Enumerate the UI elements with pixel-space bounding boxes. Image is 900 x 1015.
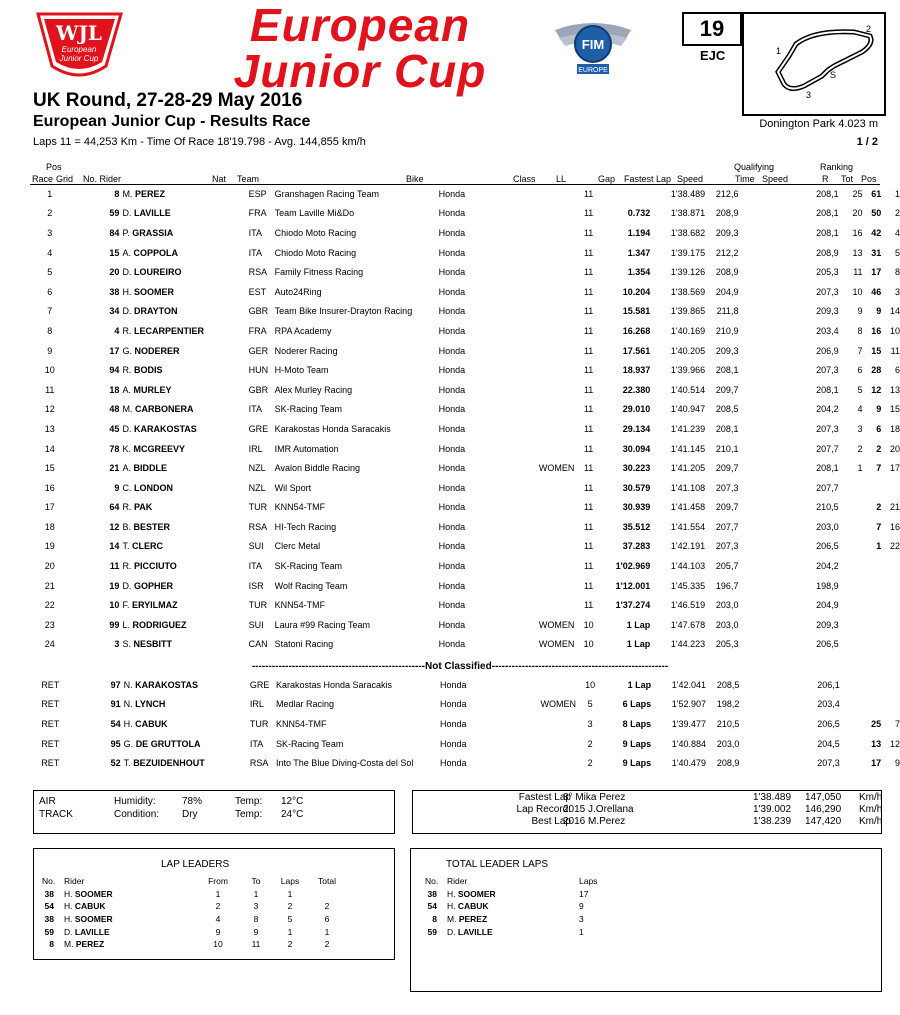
rider-name: G. NODERER xyxy=(122,345,180,356)
total-leader-row: 8 M. PEREZ 3 xyxy=(432,914,584,925)
result-row: 21 19 D. GOPHER ISR Wolf Racing Team Honda 11 1'12.001 1'45.335 196,7 198,9 xyxy=(30,576,900,596)
rider-name: N. LYNCH xyxy=(123,699,166,710)
result-row: 20 11 R. PICCIUTO ITA SK-Racing Team Honda 11 1'02.969 1'44.103 205,7 204,2 xyxy=(30,556,900,576)
result-row: 19 14 T. CLERC SUI Clerc Metal Honda 11 37.283 1'42.191 207,3 206,5 1 22 xyxy=(30,537,900,557)
logo-letters: WJL xyxy=(56,21,102,45)
event-title: UK Round, 27-28-29 May 2016 xyxy=(33,90,303,111)
result-row: 7 34 D. DRAYTON GBR Team Bike Insurer-Drayton Racing Honda 11 15.581 1'39.865 211,8 209,3 9 9 14 xyxy=(30,302,900,322)
svg-text:S: S xyxy=(830,70,837,80)
weather-box: AIR TRACK Humidity: 78% Condition: Dry Temp: 12°C Temp: 24°C xyxy=(33,790,395,834)
brand-title: European Junior Cup xyxy=(233,0,487,97)
result-row: 2 59 D. LAVILLE FRA Team Laville Mi&Do Honda 11 0.732 1'38.871 208,9 208,1 20 50 2 xyxy=(30,204,900,224)
rider-name: K. MCGREEVY xyxy=(122,443,185,454)
lap-leaders-box: LAP LEADERS No. Rider From To Laps Total 38 H. SOOMER 1 1 1 54 H. CABUK 2 3 2 2 38 H. SOOMER 4 8 5 6 59 D. LAVILLE 9 9 1 1 8 M. PEREZ 10 11 2 2 xyxy=(33,848,395,960)
record-speed: 147,420 xyxy=(805,816,842,827)
total-leader-row: 54 H. CABUK 9 xyxy=(427,901,584,912)
total-leader-row: 38 H. SOOMER 17 xyxy=(427,888,589,899)
rider-name: H. CABUK xyxy=(123,718,168,729)
rider-name: G. DE GRUTTOLA xyxy=(123,738,201,749)
rider-name: P. GRASSIA xyxy=(122,227,174,238)
rider-name: L. RODRIGUEZ xyxy=(122,619,187,630)
record-label: Best Lap xyxy=(531,816,571,827)
rider-name: D. DRAYTON xyxy=(122,306,178,317)
result-row: 17 64 R. PAK TUR KNN54-TMF Honda 11 30.939 1'41.458 209,7 210,5 2 21 xyxy=(30,498,900,518)
record-unit: Km/h xyxy=(859,792,883,803)
svg-text:European: European xyxy=(61,45,97,54)
rider-name: D. KARAKOSTAS xyxy=(122,423,197,434)
result-row: 1 8 M. PEREZ ESP Granshagen Racing Team Honda 11 1'38.489 212,6 208,1 25 61 1 xyxy=(30,184,900,204)
record-time: 1'39.002 xyxy=(753,804,792,815)
total-leader-title: TOTAL LEADER LAPS xyxy=(446,859,549,870)
result-row: 18 12 B. BESTER RSA HI-Tech Racing Honda 11 35.512 1'41.554 207,7 203,0 7 16 xyxy=(30,517,900,537)
rider-name: M. PEREZ xyxy=(122,188,165,199)
rider-name: H. SOOMER xyxy=(122,286,174,297)
lap-leader-row: 59 D. LAVILLE 9 9 1 1 xyxy=(44,926,330,937)
result-row: 13 45 D. KARAKOSTAS GRE Karakostas Honda Saracakis Honda 11 29.134 1'41.239 208,1 207,3 3 6 18 xyxy=(30,419,900,439)
lap-leader-row: 38 H. SOOMER 4 8 5 6 xyxy=(44,914,330,925)
rider-name: D. LAVILLE xyxy=(122,208,171,219)
lap-leader-row: 54 H. CABUK 2 3 2 2 xyxy=(44,901,330,912)
race-class: EJC xyxy=(700,48,726,63)
rider-name: D. LOUREIRO xyxy=(122,267,182,278)
record-time: 1'38.489 xyxy=(753,792,792,803)
page-indicator: 1 / 2 xyxy=(856,136,878,148)
rider-name: A. MURLEY xyxy=(122,384,172,395)
rider-name: A. COPPOLA xyxy=(122,247,178,258)
result-row: 24 3 S. NESBITT CAN Statoni Racing Honda WOMEN 10 1 Lap 1'44.223 205,3 206,5 xyxy=(30,635,900,655)
race-number: 19 xyxy=(682,12,742,46)
rider-name: T. BEZUIDENHOUT xyxy=(123,758,205,769)
svg-text:2: 2 xyxy=(866,24,872,34)
fim-europe-logo xyxy=(553,16,633,78)
result-row: RET 52 T. BEZUIDENHOUT RSA Into The Blue Diving-Costa del Sol Honda 2 9 Laps 1'40.479 208,9 207,3 17 9 xyxy=(30,753,900,773)
rider-name: M. CARBONERA xyxy=(122,404,194,415)
rider-name: T. CLERC xyxy=(122,541,163,552)
result-row: 14 78 K. MCGREEVY IRL IMR Automation Honda 11 30.094 1'41.145 210,1 207,7 2 2 20 xyxy=(30,439,900,459)
record-speed: 147,050 xyxy=(805,792,842,803)
wjl-logo xyxy=(32,10,127,85)
not-classified-separator: ----------------------------------------------------Not Classified----------------------------------------------------- xyxy=(251,661,669,672)
results-table xyxy=(30,184,900,654)
svg-text:1: 1 xyxy=(776,46,782,56)
lap-leaders-title: LAP LEADERS xyxy=(161,859,230,870)
record-speed: 146,290 xyxy=(805,804,842,815)
track-map xyxy=(742,12,886,116)
result-row: RET 95 G. DE GRUTTOLA ITA SK-Racing Team Honda 2 9 Laps 1'40.884 203,0 204,5 13 12 xyxy=(30,734,900,754)
result-row: 8 4 R. LECARPENTIER FRA RPA Academy Honda 11 16.268 1'40.169 210,9 203,4 8 16 10 xyxy=(30,321,900,341)
rider-name: B. BESTER xyxy=(122,521,170,532)
result-row: 4 15 A. COPPOLA ITA Chiodo Moto Racing Honda 11 1.347 1'39.175 212,2 208,9 13 31 5 xyxy=(30,243,900,263)
records-box xyxy=(412,790,882,834)
result-row: 10 94 R. BODIS HUN H-Moto Team Honda 11 18.937 1'39.966 208,1 207,3 6 28 6 xyxy=(30,360,900,380)
circuit-info: Donington Park 4.023 m xyxy=(759,118,878,130)
record-who: 2015 J.Orellana xyxy=(563,804,634,815)
rider-name: F. ERYILMAZ xyxy=(122,600,178,611)
rider-name: R. PAK xyxy=(122,502,153,513)
result-row: 22 10 F. ERYILMAZ TUR KNN54-TMF Honda 11 1'37.274 1'46.519 203,0 204,9 xyxy=(30,595,900,615)
result-row: 15 21 A. BIDDLE NZL Avalon Biddle Racing Honda WOMEN 11 30.223 1'41.205 209,7 208,1 1 7 17 xyxy=(30,458,900,478)
rider-name: D. GOPHER xyxy=(122,580,173,591)
total-leader-row: 59 D. LAVILLE 1 xyxy=(427,926,584,937)
session-title: European Junior Cup - Results Race xyxy=(33,113,311,130)
rider-name: A. BIDDLE xyxy=(122,463,167,474)
result-row: 5 20 D. LOUREIRO RSA Family Fitness Racing Honda 11 1.354 1'39.126 208,9 205,3 11 17 8 xyxy=(30,262,900,282)
record-label: Lap Record: xyxy=(516,804,571,815)
rider-name: R. LECARPENTIER xyxy=(122,325,204,336)
result-row: RET 54 H. CABUK TUR KNN54-TMF Honda 3 8 Laps 1'39.477 210,5 206,5 25 7 xyxy=(30,714,900,734)
total-leader-laps-box: TOTAL LEADER LAPS No. Rider Laps 38 H. SOOMER 17 54 H. CABUK 9 8 M. PEREZ 3 59 D. LAVILLE 1 xyxy=(410,848,882,992)
record-who: 8° Mika Perez xyxy=(563,792,626,803)
record-time: 1'38.239 xyxy=(753,816,792,827)
rider-name: C. LONDON xyxy=(122,482,173,493)
svg-text:EUROPE: EUROPE xyxy=(578,67,608,74)
record-unit: Km/h xyxy=(859,804,883,815)
result-row: 12 48 M. CARBONERA ITA SK-Racing Team Honda 11 29.010 1'40.947 208,5 204,2 4 9 15 xyxy=(30,400,900,420)
result-row: 23 99 L. RODRIGUEZ SUI Laura #99 Racing Team Honda WOMEN 10 1 Lap 1'47.678 203,0 209,3 xyxy=(30,615,900,635)
result-row: 6 38 H. SOOMER EST Auto24Ring Honda 11 10.204 1'38.569 204,9 207,3 10 46 3 xyxy=(30,282,900,302)
record-label: Fastest Lap xyxy=(518,792,571,803)
svg-text:Junior Cup: Junior Cup xyxy=(59,54,99,63)
record-unit: Km/h xyxy=(859,816,883,827)
rider-name: S. NESBITT xyxy=(122,639,172,650)
result-row: 3 84 P. GRASSIA ITA Chiodo Moto Racing Honda 11 1.194 1'38.682 209,3 208,1 16 42 4 xyxy=(30,223,900,243)
result-row: RET 97 N. KARAKOSTAS GRE Karakostas Honda Saracakis Honda 10 1 Lap 1'42.041 208,5 206,1 xyxy=(30,675,900,695)
lap-leader-row: 8 M. PEREZ 10 11 2 2 xyxy=(49,939,330,950)
result-row: 11 18 A. MURLEY GBR Alex Murley Racing Honda 11 22.380 1'40.514 209,7 208,1 5 12 13 xyxy=(30,380,900,400)
rider-name: R. PICCIUTO xyxy=(122,561,177,572)
not-classified-table xyxy=(30,675,900,773)
record-who: 2016 M.Perez xyxy=(563,816,626,827)
result-row: 9 17 G. NODERER GER Noderer Racing Honda 11 17.561 1'40.205 209,3 206,9 7 15 11 xyxy=(30,341,900,361)
result-row: 16 9 C. LONDON NZL Wil Sport Honda 11 30.579 1'41.108 207,3 207,7 xyxy=(30,478,900,498)
laps-info: Laps 11 = 44,253 Km - Time Of Race 18'19.798 - Avg. 144,855 km/h xyxy=(33,136,366,148)
rider-name: R. BODIS xyxy=(122,365,163,376)
lap-leader-row: 38 H. SOOMER 1 1 1 xyxy=(44,888,293,899)
svg-text:3: 3 xyxy=(806,90,812,100)
rider-name: N. KARAKOSTAS xyxy=(123,679,199,690)
svg-text:FIM: FIM xyxy=(581,37,605,52)
result-row: RET 91 N. LYNCH IRL Medlar Racing Honda WOMEN 5 6 Laps 1'52.907 198,2 203,4 xyxy=(30,695,900,715)
